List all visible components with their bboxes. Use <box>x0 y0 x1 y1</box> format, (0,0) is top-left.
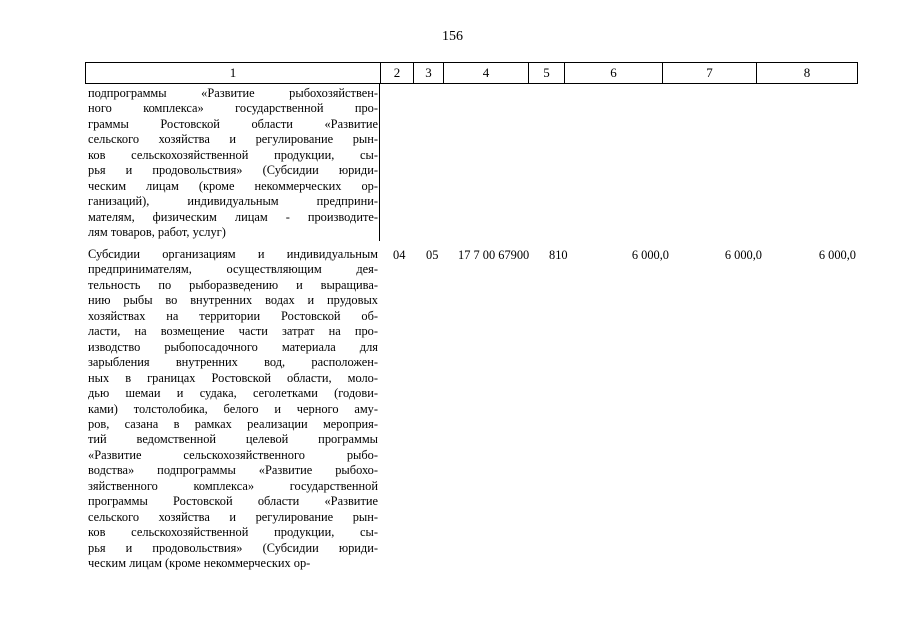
row2-subsection-code: 05 <box>426 248 439 262</box>
text-line: ческим лицам (кроме некоммерческих ор- <box>88 178 378 193</box>
text-line: тий ведомственной целевой программы <box>88 432 378 447</box>
text-line: граммы Ростовской области «Развитие <box>88 116 378 131</box>
text-line: рья и продовольствия» (Субсидии юриди- <box>88 163 378 178</box>
text-line: ласти, на возмещение части затрат на про- <box>88 324 378 339</box>
column-header-7: 7 <box>663 63 757 84</box>
text-line: ганизаций), индивидуальным предприни- <box>88 194 378 209</box>
column-header-2: 2 <box>381 63 414 84</box>
text-line: тельность по рыборазведению и выращива- <box>88 277 378 292</box>
text-line: сельского хозяйства и регулирование рын- <box>88 132 378 147</box>
column-header-6: 6 <box>565 63 663 84</box>
text-line: ров, сазана в рамках реализации мероприя- <box>88 416 378 431</box>
column-header-row <box>86 63 858 84</box>
text-line: ков сельскохозяйственной продукции, сы- <box>88 525 378 540</box>
page-number: 156 <box>442 29 463 44</box>
text-line: ных в границах Ростовской области, моло- <box>88 370 378 385</box>
text-line: изводство рыбопосадочного материала для <box>88 339 378 354</box>
row2-description <box>88 247 378 572</box>
text-line: программы Ростовской области «Развитие <box>88 494 378 509</box>
column-header-8: 8 <box>757 63 858 84</box>
text-line: «Развитие сельскохозяйственного рыбо- <box>88 447 378 462</box>
text-line: подпрограммы «Развитие рыбохозяйствен- <box>88 86 378 100</box>
row2-amount-col7: 6 000,0 <box>724 248 762 262</box>
row2-section-code: 04 <box>393 248 406 262</box>
text-line: хозяйствах на территории Ростовской об- <box>88 308 378 323</box>
text-line: зяйственного комплекса» государственной <box>88 478 378 493</box>
text-line: предпринимателям, осуществляющим дея- <box>88 262 378 277</box>
text-line: дью шемаи и судака, сеголетками (годови- <box>88 386 378 401</box>
text-line: сельского хозяйства и регулирование рын- <box>88 509 378 524</box>
row2-expense-type: 810 <box>549 248 568 262</box>
row2-target-article: 17 7 00 67900 <box>458 248 530 262</box>
text-line: зарыбления внутренних вод, расположен- <box>88 355 378 370</box>
text-line: нию рыбы во внутренних водах и прудовых <box>88 293 378 308</box>
text-line: рья и продовольствия» (Субсидии юриди- <box>88 540 378 555</box>
text-line: Субсидии организациям и индивидуальным <box>88 247 378 261</box>
column-header-1: 1 <box>86 63 381 84</box>
row1-description <box>88 86 378 241</box>
column-divider <box>379 83 380 241</box>
column-header-5: 5 <box>529 63 565 84</box>
text-line: лям товаров, работ, услуг) <box>88 225 226 240</box>
text-line: водства» подпрограммы «Развитие рыбохо- <box>88 463 378 478</box>
row2-amount-col8: 6 000,0 <box>818 248 856 262</box>
text-line: ческим лицам (кроме некоммерческих ор- <box>88 556 311 571</box>
column-header-4: 4 <box>444 63 529 84</box>
text-line: ками) толстолобика, белого и черного аму- <box>88 401 378 416</box>
text-line: ного комплекса» государственной про- <box>88 101 378 116</box>
text-line: мателям, физическим лицам - производите- <box>88 209 378 224</box>
column-header-table <box>85 62 858 84</box>
column-header-3: 3 <box>414 63 444 84</box>
row2-amount-col6: 6 000,0 <box>631 248 669 262</box>
text-line: ков сельскохозяйственной продукции, сы- <box>88 147 378 162</box>
